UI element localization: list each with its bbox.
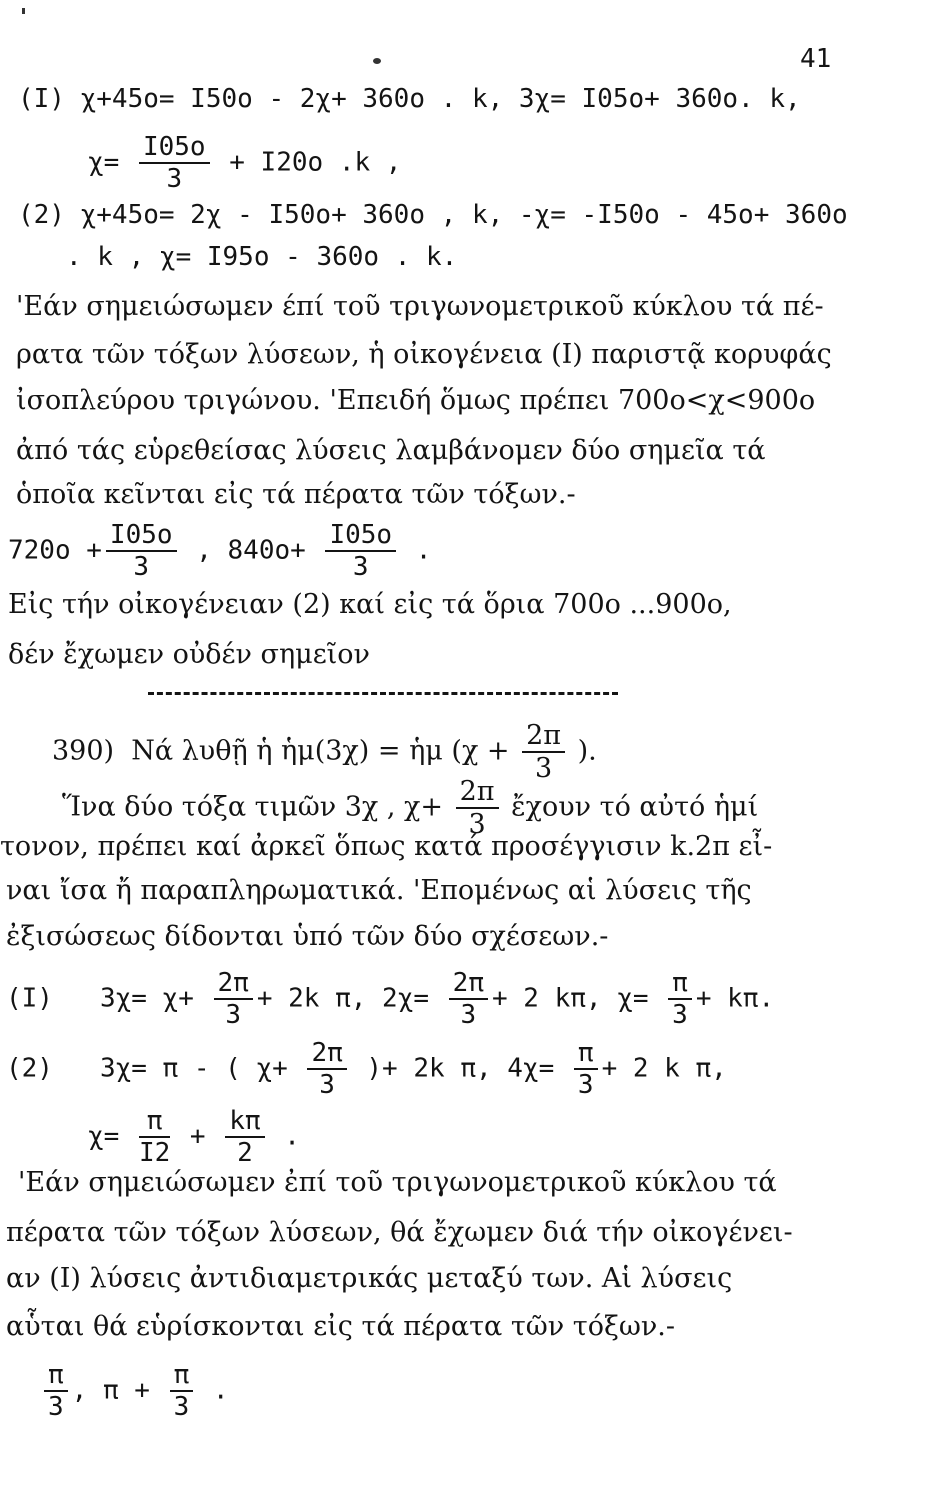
equation-line: (2) 3χ= π - ( χ+ $\frac{2\pi}{3}$ )+ 2k π, 4χ= $\frac{\pi}{3}$ + 2 k π,: [6, 1038, 727, 1100]
fraction: $\frac{2\pi}{3}$: [522, 722, 565, 782]
paragraph-line: πέρατα τῶν τόξων λύσεων, θά ἔχωμεν διά τήν οἰκογένει-: [6, 1217, 793, 1248]
fraction: $\frac{2\pi}{3}$: [307, 1040, 346, 1098]
page-number: 41: [800, 44, 832, 74]
fraction: $\frac{2\pi}{3}$: [214, 970, 253, 1028]
fraction: $\frac{\pi}{I2}$: [138, 1106, 171, 1168]
separator-rule: [148, 692, 618, 695]
paragraph-line: ἐξισώσεως δίδονται ὑπό τῶν δύο σχέσεων.-: [6, 921, 609, 952]
equation-line-2: χ= $\frac{I05o}{3}$ + I20ο .k ,: [88, 132, 402, 194]
equation-line-1: (I) χ+45ο= I50ο - 2χ+ 360ο . k, 3χ= I05ο+ 360ο. k,: [18, 84, 801, 114]
scan-mark: [22, 8, 25, 14]
fraction: $\frac{I05o}{3}$: [139, 134, 210, 192]
equation-line: $\frac{\pi}{3}$ , π + $\frac{\pi}{3}$ .: [40, 1362, 229, 1420]
paragraph-line: ὁποῖα κεῖνται εἰς τά πέρατα τῶν τόξων.-: [16, 479, 576, 510]
equation-line: χ= $\frac{\pi}{I2}$ + $\frac{k\pi}{2}$ .: [88, 1106, 300, 1168]
paragraph-line: ρατα τῶν τόξων λύσεων, ἡ οἰκογένεια (I) παριστᾷ κορυφάς: [16, 339, 832, 370]
fraction: $\frac{2\pi}{3}$: [449, 970, 488, 1028]
fraction: $\frac{\pi}{3}$: [44, 1362, 68, 1420]
paragraph-line: αὗται θά εὑρίσκονται εἰς τά πέρατα τῶν τόξων.-: [6, 1311, 676, 1342]
paragraph-line: τονον, πρέπει καί ἀρκεῖ ὅπως κατά προσέγγισιν k.2π εἶ-: [0, 831, 773, 862]
paragraph-line: Ἵνα δύο τόξα τιμῶν 3χ , χ+ $\frac{2\pi}{3}$ ἔχουν τό αὐτό ἡμί: [62, 776, 759, 840]
exercise-number: 390): [52, 735, 115, 767]
paragraph-line: ἰσοπλεύρου τριγώνου. 'Επειδή ὅμως πρέπει 700ο<χ<900ο: [16, 385, 816, 416]
paragraph-line: ἀπό τάς εὑρεθείσας λύσεις λαμβάνομεν δύο σημεῖα τά: [16, 435, 766, 466]
equation-line: 720ο + $\frac{I05o}{3}$ , 840ο+ $\frac{I05o}{3}$ .: [8, 520, 432, 582]
fraction: $\frac{2\pi}{3}$: [456, 778, 499, 838]
ink-dot: [373, 58, 381, 64]
paragraph-line: 'Εάν σημειώσωμεν έπί τοῦ τριγωνομετρικοῦ κύκλου τά πέ-: [16, 291, 824, 322]
fraction: $\frac{\pi}{3}$: [668, 970, 692, 1028]
paragraph-line: αν (I) λύσεις ἀντιδιαμετρικάς μεταξύ των. Αἱ λύσεις: [6, 1263, 733, 1294]
fraction: $\frac{I05o}{3}$: [325, 522, 396, 580]
fraction: $\frac{k\pi}{2}$: [225, 1108, 264, 1166]
exercise-statement: 390) Νά λυθῇ ἡ ἡμ(3χ) = ἡμ (χ + $\frac{2\pi}{3}$ ).: [52, 720, 597, 784]
equation-line-3: (2) χ+45ο= 2χ - I50ο+ 360ο , k, -χ= -I50ο - 45ο+ 360ο: [18, 200, 848, 230]
paragraph-line: Εἰς τήν οἰκογένειαν (2) καί εἰς τά ὅρια 700ο ...900ο,: [8, 589, 732, 620]
paragraph-line: 'Εάν σημειώσωμεν ἐπί τοῦ τριγωνομετρικοῦ κύκλου τά: [18, 1167, 777, 1198]
paragraph-line: ναι ἴσα ἤ παραπληρωματικά. 'Επομένως αἱ λύσεις τῆς: [6, 875, 752, 906]
fraction: $\frac{\pi}{3}$: [170, 1362, 194, 1420]
fraction: $\frac{\pi}{3}$: [574, 1040, 598, 1098]
equation-line: (I) 3χ= χ+ $\frac{2\pi}{3}$ + 2k π, 2χ= $\frac{2\pi}{3}$ + 2 kπ, χ= $\frac{\pi}{3}$ + kπ.: [6, 968, 775, 1030]
fraction: $\frac{I05o}{3}$: [106, 522, 177, 580]
paragraph-line: δέν ἔχωμεν οὐδέν σημεῖον: [8, 639, 370, 670]
equation-line-4: . k , χ= I95ο - 360ο . k.: [66, 242, 458, 272]
